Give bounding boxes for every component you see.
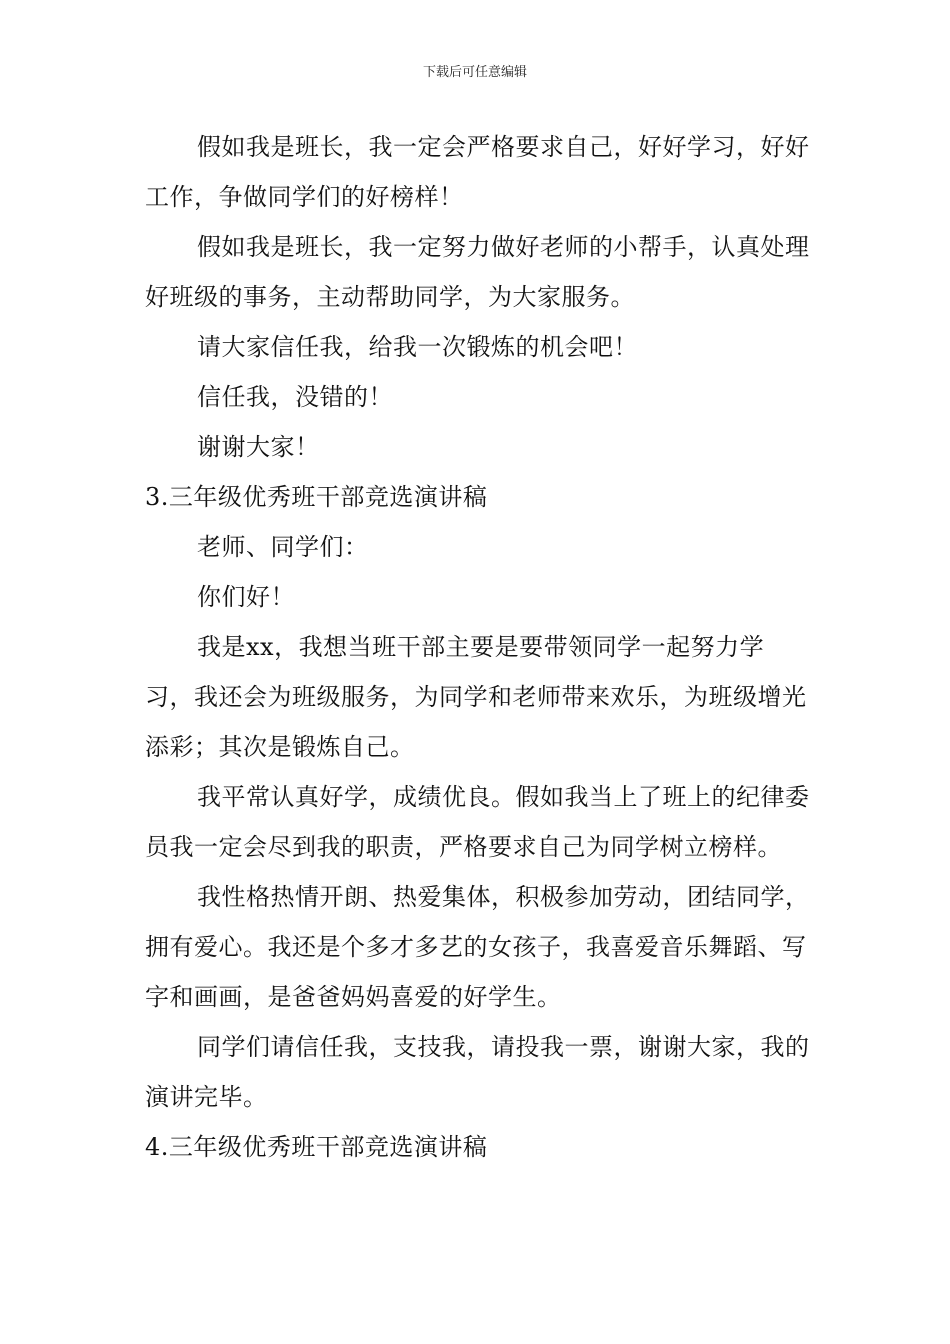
section-heading: 3.三年级优秀班干部竞选演讲稿 xyxy=(145,483,488,511)
paragraph: 我是xx，我想当班干部主要是要带领同学一起努力学习，我还会为班级服务，为同学和老师带来欢乐，为班级增光添彩；其次是锻炼自己。 xyxy=(145,633,807,761)
paragraph: 请大家信任我，给我一次锻炼的机会吧！ xyxy=(197,333,638,361)
paragraph: 谢谢大家！ xyxy=(197,433,320,461)
paragraph: 假如我是班长，我一定会严格要求自己，好好学习，好好工作，争做同学们的好榜样！ xyxy=(145,133,810,211)
paragraph: 老师、同学们： xyxy=(197,533,369,561)
paragraph: 同学们请信任我，支技我，请投我一票，谢谢大家，我的演讲完毕。 xyxy=(145,1033,810,1111)
paragraph: 假如我是班长，我一定努力做好老师的小帮手，认真处理好班级的事务，主动帮助同学，为大家服务。 xyxy=(145,233,810,311)
paragraph: 信任我，没错的！ xyxy=(197,383,393,411)
document-body xyxy=(145,122,810,1172)
page-header: 下载后可任意编辑 xyxy=(422,65,527,80)
paragraph: 我性格热情开朗、热爱集体，积极参加劳动，团结同学，拥有爱心。我还是个多才多艺的女孩子，我喜爱音乐舞蹈、写字和画画，是爸爸妈妈喜爱的好学生。 xyxy=(145,883,810,1011)
paragraph: 我平常认真好学，成绩优良。假如我当上了班上的纪律委员我一定会尽到我的职责，严格要求自己为同学树立榜样。 xyxy=(145,783,810,861)
paragraph: 你们好！ xyxy=(197,583,295,611)
section-heading: 4.三年级优秀班干部竞选演讲稿 xyxy=(145,1133,488,1161)
